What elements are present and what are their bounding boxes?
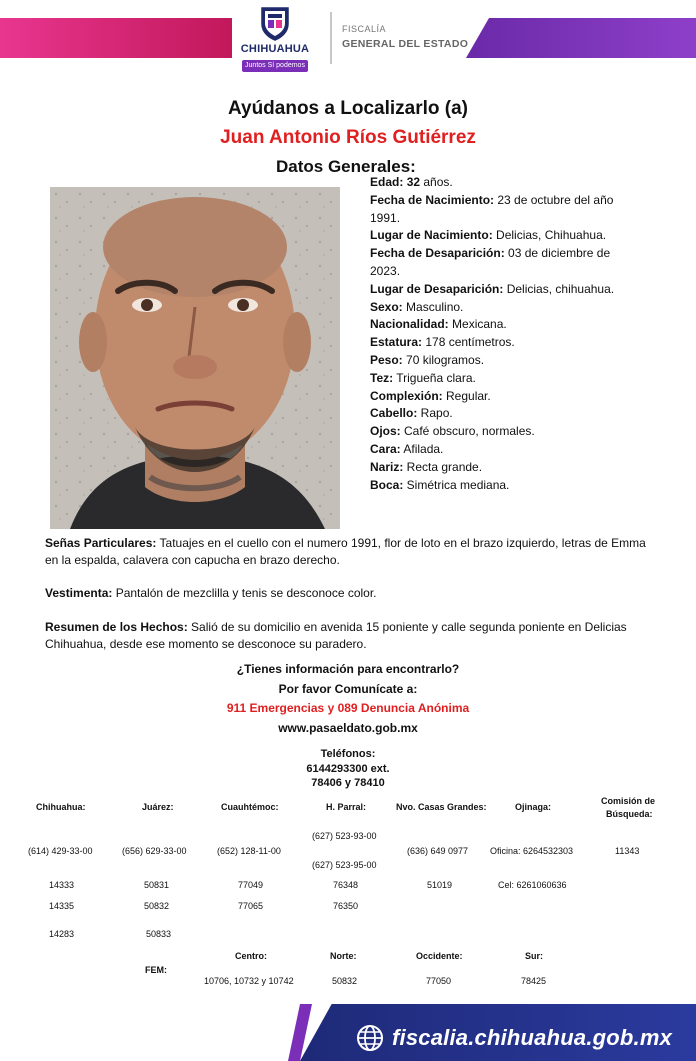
chihuahua-phone: (614) 429-33-00 <box>28 846 93 856</box>
hdr-comision-2: Búsqueda: <box>606 809 653 819</box>
detail-fecha-nacimiento: Fecha de Nacimiento: 23 de octubre del año 1991. <box>370 192 614 225</box>
contact-website[interactable]: www.pasaeldato.gob.mx <box>278 721 418 735</box>
fem-norte: 50832 <box>332 976 358 986</box>
detail-estatura: Estatura: 178 centímetros. <box>370 335 515 350</box>
chihuahua-ext-2: 14335 <box>49 901 75 911</box>
detail-cabello: Cabello: Rapo. <box>370 406 453 421</box>
hdr-casas-grandes: Nvo. Casas Grandes: <box>396 802 487 812</box>
detail-edad: Edad: 32 años. <box>370 175 453 189</box>
telefonos-number: 6144293300 ext. <box>306 763 390 775</box>
fem-hdr-occidente: Occidente: <box>416 951 463 961</box>
shield-icon <box>260 6 290 42</box>
contact-emergencias: 911 Emergencias y 089 Denuncia Anónima <box>226 701 470 715</box>
resumen-hechos: Resumen de los Hechos: Salió de su domicilio en avenida 15 poniente y calle segunda poniente en Delicias Chihuahua, desde ese momento se desconoce su paradero. <box>45 620 627 651</box>
hdr-cuauhtemoc: Cuauhtémoc: <box>221 802 279 812</box>
details-list <box>370 174 630 494</box>
detail-nacionalidad: Nacionalidad: Mexicana. <box>370 317 507 332</box>
section-title: Datos Generales: <box>276 157 416 176</box>
detail-complexion: Complexión: Regular. <box>370 388 491 403</box>
casas-grandes-phone: (636) 649 0977 <box>407 846 469 856</box>
juarez-ext-1: 50831 <box>144 880 170 890</box>
detail-peso: Peso: 70 kilogramos. <box>370 352 485 367</box>
header-bar-purple <box>466 18 696 58</box>
chihuahua-ext-3: 14283 <box>49 929 75 939</box>
detail-boca: Boca: Simétrica mediana. <box>370 477 510 492</box>
agency-line1: FISCALÍA <box>342 24 387 34</box>
chihuahua-logo <box>236 6 314 72</box>
fem-occidente: 77050 <box>426 976 452 986</box>
poster-title: Ayúdanos a Localizarlo (a) <box>227 98 468 119</box>
person-name: Juan Antonio Ríos Gutiérrez <box>220 127 476 148</box>
casas-grandes-ext: 51019 <box>427 880 453 890</box>
detail-cara: Cara: Afilada. <box>370 441 444 456</box>
detail-lugar-desaparicion: Lugar de Desaparición: Delicias, chihuahua. <box>370 281 615 296</box>
contact-question: ¿Tienes información para encontrarlo? <box>236 662 460 676</box>
parral-ext-1: 76348 <box>333 880 359 890</box>
chihuahua-ext-1: 14333 <box>49 880 75 890</box>
vestimenta: Vestimenta: Pantalón de mezclilla y tenis se desconoce color. <box>45 586 377 600</box>
telefonos-ext: 78406 y 78410 <box>311 777 385 789</box>
fem-sur: 78425 <box>521 976 547 986</box>
fem-label: FEM: <box>145 965 167 975</box>
fem-hdr-sur: Sur: <box>525 951 543 961</box>
hdr-comision-1: Comisión de <box>601 796 656 806</box>
comision-ext: 11343 <box>615 846 640 856</box>
header-bar-pink <box>0 18 232 58</box>
detail-ojos: Ojos: Café obscuro, normales. <box>370 424 535 439</box>
globe-icon <box>356 1024 384 1052</box>
hdr-chihuahua: Chihuahua: <box>36 802 86 812</box>
telefonos-label: Teléfonos: <box>320 748 376 760</box>
juarez-phone: (656) 629-33-00 <box>122 846 187 856</box>
cuauhtemoc-ext-2: 77065 <box>238 901 264 911</box>
header-divider <box>330 12 332 64</box>
fem-centro: 10706, 10732 y 10742 <box>204 976 294 986</box>
detail-tez: Tez: Trigueña clara. <box>370 370 476 385</box>
hdr-juarez: Juárez: <box>142 802 174 812</box>
juarez-ext-3: 50833 <box>146 929 172 939</box>
footer-url[interactable]: fiscalia.chihuahua.gob.mx <box>392 1025 673 1050</box>
cuauhtemoc-ext-1: 77049 <box>238 880 264 890</box>
logo-tagline: Juntos Sí podemos <box>242 60 308 72</box>
parral-phone-2: (627) 523-95-00 <box>312 860 377 870</box>
hdr-ojinaga: Ojinaga: <box>515 802 552 812</box>
detail-sexo: Sexo: Masculino. <box>370 299 464 314</box>
fem-hdr-norte: Norte: <box>330 951 357 961</box>
hdr-parral: H. Parral: <box>326 802 367 812</box>
detail-lugar-nacimiento: Lugar de Nacimiento: Delicias, Chihuahua. <box>370 228 607 243</box>
fem-hdr-centro: Centro: <box>235 951 267 961</box>
ojinaga-office: Oficina: 6264532303 <box>490 846 574 856</box>
logo-name: CHIHUAHUA <box>240 43 310 55</box>
agency-line2: GENERAL DEL ESTADO <box>342 38 469 50</box>
detail-nariz: Nariz: Recta grande. <box>370 459 483 474</box>
cuauhtemoc-phone: (652) 128-11-00 <box>217 846 281 856</box>
parral-phone-1: (627) 523-93-00 <box>312 831 377 841</box>
senas-particulares: Señas Particulares: Tatuajes en el cuello con el numero 1991, flor de loto en el brazo izquierdo, letras de Emma en la espalda, calavera con capucha en brazo derecho. <box>45 536 646 567</box>
parral-ext-2: 76350 <box>333 901 359 911</box>
ojinaga-cel: Cel: 6261060636 <box>498 880 567 890</box>
person-photo <box>50 187 340 529</box>
contact-comunicate: Por favor Comunícate a: <box>278 682 418 696</box>
detail-fecha-desaparicion: Fecha de Desaparición: 03 de diciembre de 2023. <box>370 246 611 278</box>
juarez-ext-2: 50832 <box>144 901 170 911</box>
